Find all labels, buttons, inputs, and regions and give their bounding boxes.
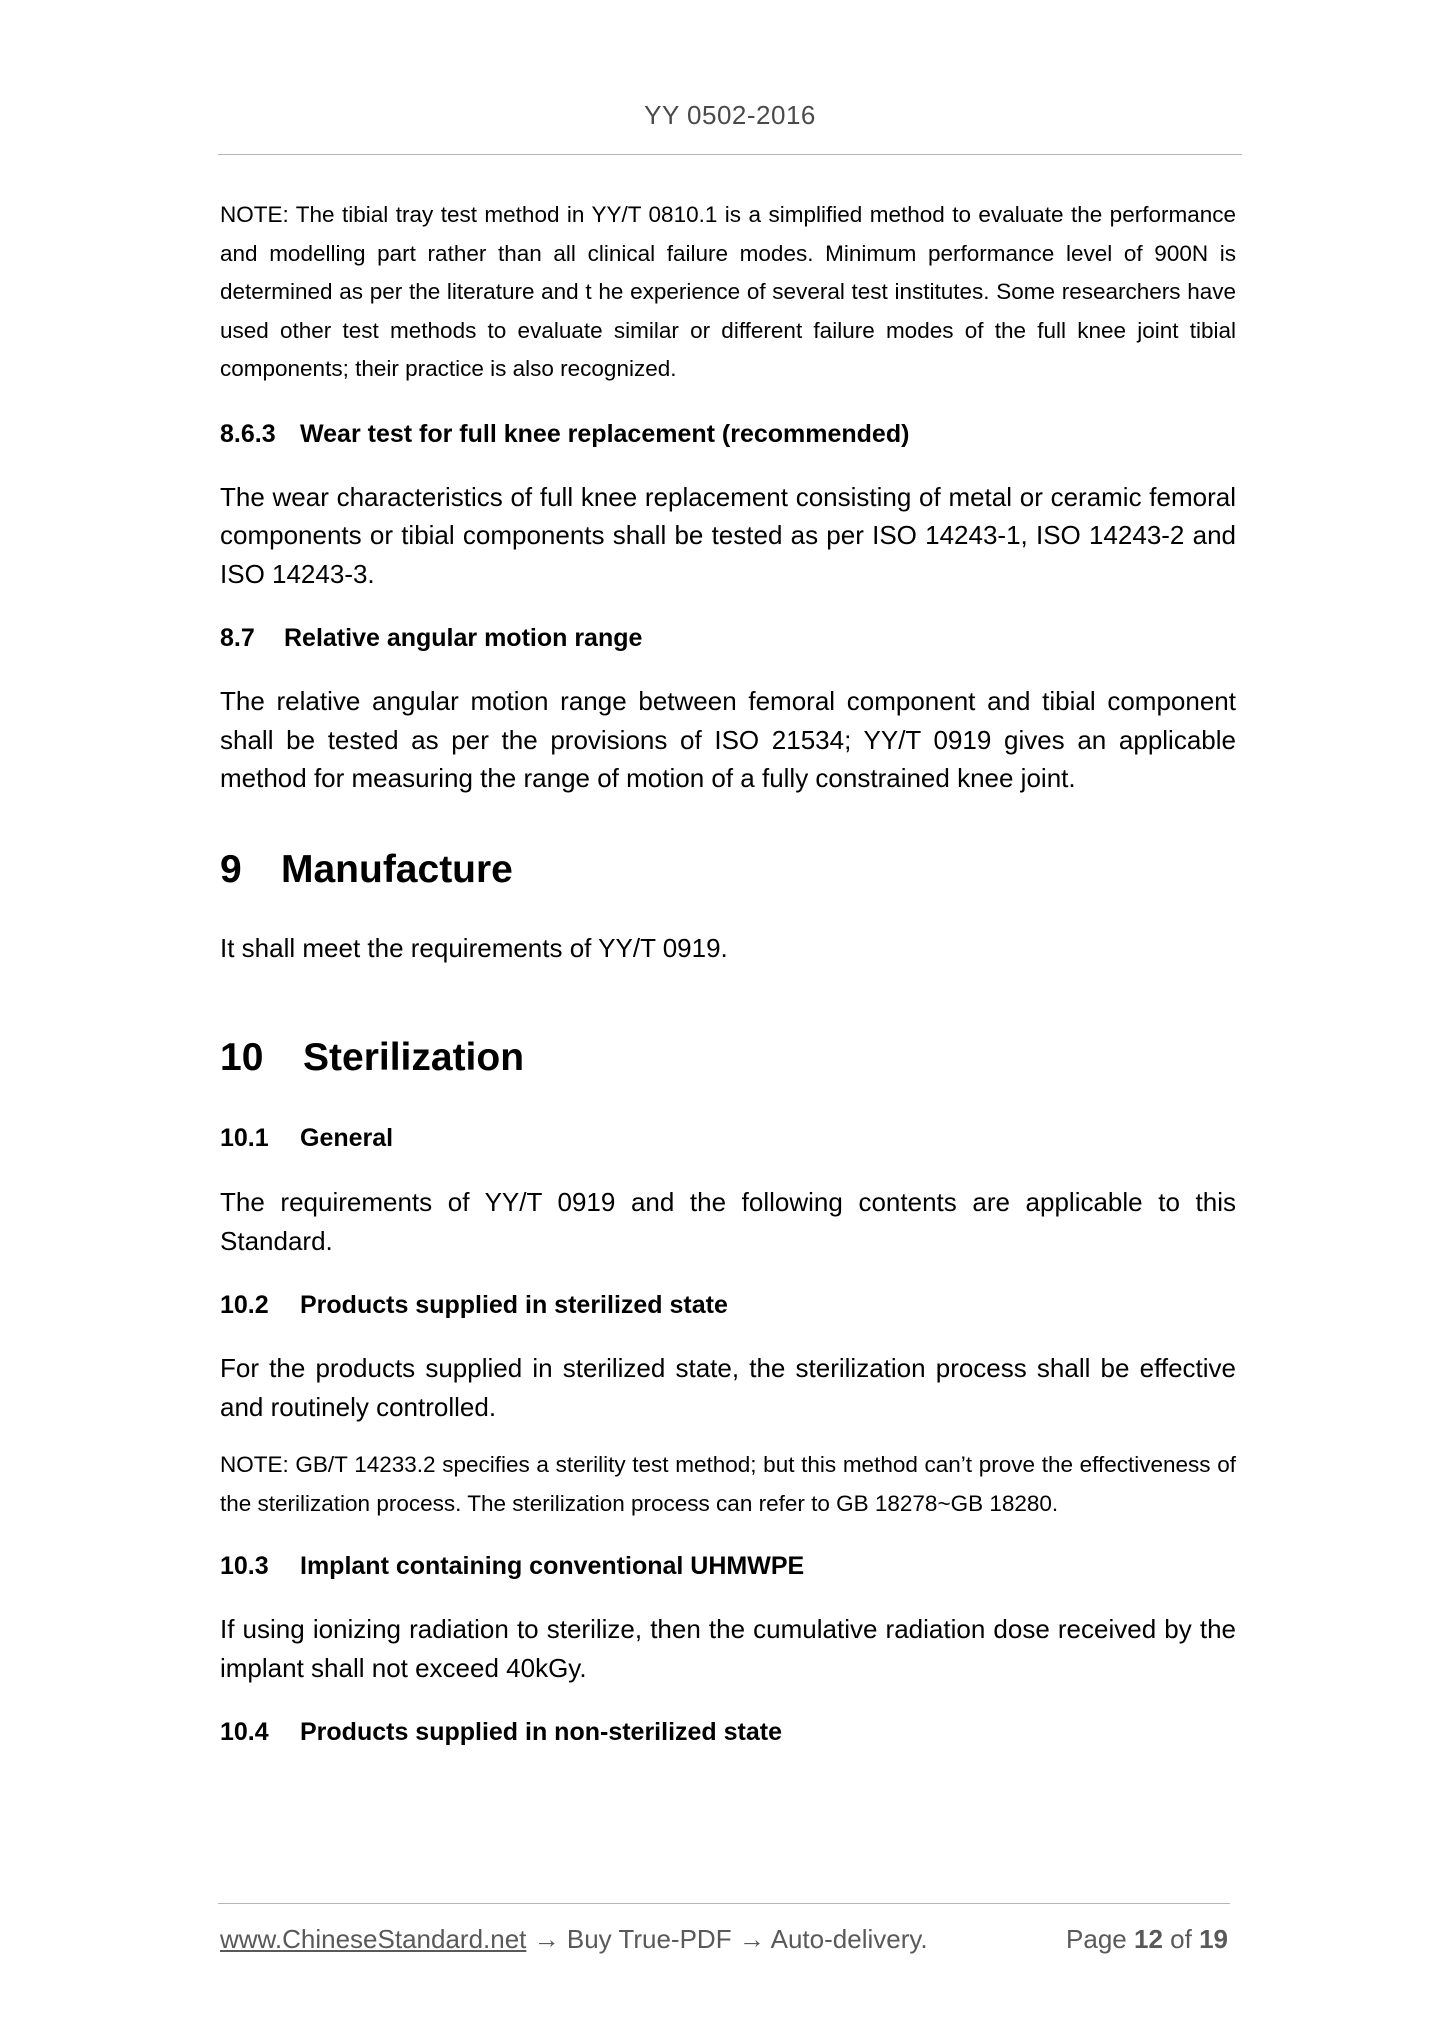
section-title: Sterilization bbox=[303, 1036, 525, 1079]
section-number: 10.1 bbox=[220, 1124, 269, 1152]
heading-10-2 bbox=[220, 1289, 1236, 1321]
footer-divider bbox=[218, 1903, 1230, 1904]
section-title: Products supplied in non-sterilized state bbox=[300, 1718, 783, 1746]
section-title: Manufacture bbox=[281, 847, 513, 891]
section-number: 9 bbox=[220, 847, 242, 891]
buy-true-pdf-text: Buy True-PDF bbox=[566, 1924, 732, 1954]
paragraph-10-2: For the products supplied in sterilized state, the sterilization process shall be effective and routinely controlled. bbox=[220, 1353, 1236, 1422]
note-tibial-tray: NOTE: The tibial tray test method in YY/T 0810.1 is a simplified method to evaluate the performance and modelling part rather than all clinical failure modes. Minimum performance level of 900N is determined as per the literature and t he experience of several test institutes. Some researchers have used other test methods to evaluate similar or different failure modes of the full knee joint tibial components; their practice is also recognized. bbox=[220, 202, 1236, 381]
section-number: 8.7 bbox=[220, 624, 255, 652]
page-header: YY 0502-2016 bbox=[644, 100, 816, 130]
heading-8-7 bbox=[220, 622, 1236, 654]
of-label: of bbox=[1170, 1924, 1192, 1954]
section-title: Relative angular motion range bbox=[284, 624, 643, 652]
total-page-count: 19 bbox=[1199, 1924, 1228, 1954]
header-divider bbox=[218, 154, 1242, 155]
page-footer bbox=[220, 1924, 1232, 1955]
section-number: 10.3 bbox=[220, 1552, 269, 1580]
section-number: 10.2 bbox=[220, 1291, 269, 1319]
paragraph-8-6-3: The wear characteristics of full knee replacement consisting of metal or ceramic femoral components or tibial components shall be tested as per ISO 14243-1, ISO 14243-2 and ISO 14243-3. bbox=[220, 481, 1236, 589]
section-title: Products supplied in sterilized state bbox=[300, 1291, 728, 1319]
page-label: Page bbox=[1066, 1924, 1127, 1954]
heading-10 bbox=[220, 1035, 1236, 1081]
auto-delivery-text: Auto-delivery. bbox=[770, 1924, 928, 1954]
section-number: 10.4 bbox=[220, 1718, 269, 1746]
heading-10-1 bbox=[220, 1122, 1236, 1154]
paragraph-10-3: If using ionizing radiation to sterilize, then the cumulative radiation dose received by the implant shall not exceed 40kGy. bbox=[220, 1614, 1236, 1683]
section-title: General bbox=[300, 1124, 394, 1152]
page-number-indicator bbox=[1066, 1924, 1228, 1955]
section-title: Wear test for full knee replacement (recommended) bbox=[300, 419, 910, 448]
section-number: 10 bbox=[220, 1036, 264, 1079]
heading-8-6-3 bbox=[220, 418, 1236, 450]
page-content bbox=[220, 196, 1236, 1748]
heading-10-4 bbox=[220, 1716, 1236, 1748]
arrow-icon: → bbox=[533, 1924, 560, 1954]
arrow-icon: → bbox=[738, 1924, 765, 1954]
note-sterility: NOTE: GB/T 14233.2 specifies a sterility test method; but this method can’t prove the effectiveness of the sterilization process. The sterilization process can refer to GB 18278~GB 18280. bbox=[220, 1452, 1236, 1516]
heading-10-3 bbox=[220, 1550, 1236, 1582]
paragraph-9: It shall meet the requirements of YY/T 0919. bbox=[220, 932, 728, 963]
current-page-number: 12 bbox=[1134, 1924, 1163, 1954]
section-title: Implant containing conventional UHMWPE bbox=[300, 1552, 805, 1580]
heading-9 bbox=[220, 847, 1236, 893]
section-number: 8.6.3 bbox=[220, 419, 276, 448]
website-link[interactable]: www.ChineseStandard.net bbox=[220, 1924, 527, 1954]
paragraph-10-1: The requirements of YY/T 0919 and the following contents are applicable to this Standard. bbox=[220, 1187, 1236, 1256]
paragraph-8-7: The relative angular motion range between femoral component and tibial component shall be tested as per the provisions of ISO 21534; YY/T 0919 gives an applicable method for measuring the range of motion of a fully constrained knee joint. bbox=[220, 686, 1236, 793]
